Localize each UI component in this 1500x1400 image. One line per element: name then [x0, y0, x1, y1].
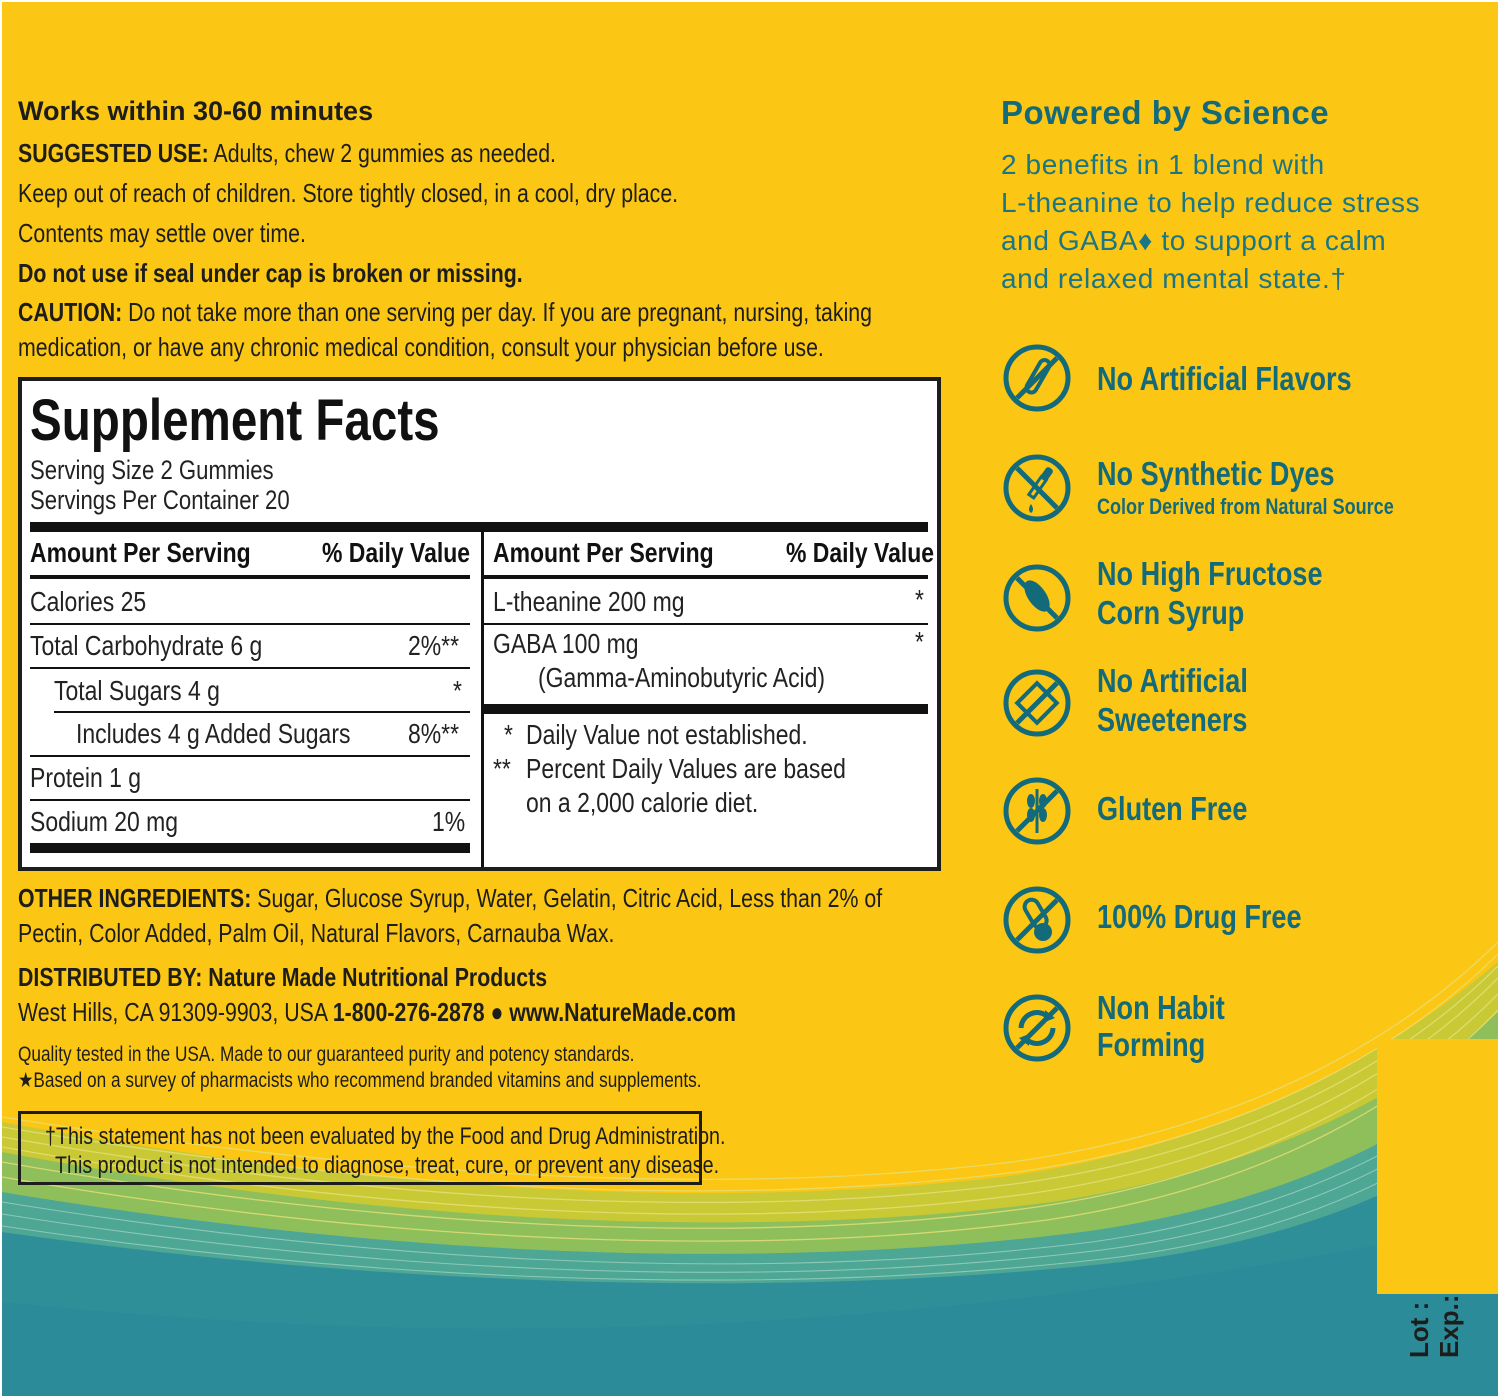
bottom-thick-rule [30, 843, 470, 853]
fda-disclaimer-box [18, 1111, 726, 1185]
quality-statement: Quality tested in the USA. Made to our guaranteed purity and potency standards. [18, 1043, 635, 1066]
other-ingredients-line-2: Pectin, Color Added, Palm Oil, Natural Flavors, Carnauba Wax. [18, 918, 615, 948]
supplement-facts-panel [18, 377, 941, 871]
column-divider [481, 532, 484, 867]
powered-by-science-title: Powered by Science [1001, 94, 1330, 131]
thick-rule [30, 522, 928, 532]
footnote-1-mark: * [504, 719, 513, 750]
distributor-name: Nature Made Nutritional Products [202, 962, 548, 992]
survey-statement: ★Based on a survey of pharmacists who recommend branded vitamins and supplements. [18, 1069, 702, 1092]
serving-size: Serving Size 2 Gummies [30, 455, 274, 485]
feature-no-synthetic-dyes: No Synthetic Dyes [1097, 455, 1335, 492]
total-carbohydrate-row: Total Carbohydrate 6 g [30, 630, 263, 661]
row-rule [30, 667, 470, 669]
wheat-icon [1001, 775, 1073, 847]
header-rule-right [484, 575, 928, 579]
feature-gluten-free: Gluten Free [1097, 790, 1248, 827]
feature-color-derived-note: Color Derived from Natural Source [1097, 494, 1394, 519]
sweetener-packet-icon [1001, 667, 1073, 739]
seal-warning-text: Do not use if seal under cap is broken or missing. [18, 258, 523, 288]
phone-number: 1-800-276-2878 [332, 997, 485, 1027]
footnote-1: Daily Value not established. [526, 719, 808, 750]
daily-value-header-left: % Daily Value [322, 537, 471, 568]
footnote-2a: Percent Daily Values are based [526, 753, 846, 784]
row-rule [54, 711, 470, 713]
feature-no-artificial-sweeteners-line-2: Sweeteners [1097, 701, 1248, 738]
row-rule [484, 623, 928, 625]
caution-line-2: medication, or have any chronic medical condition, consult your physician before use. [18, 332, 824, 362]
total-sugars-dv: * [453, 675, 462, 706]
fda-line-1: †This statement has not been evaluated by the Food and Drug Administration. [45, 1123, 726, 1150]
footnote-2-mark: ** [493, 753, 511, 784]
website-link[interactable]: www.NatureMade.com [509, 997, 736, 1027]
corn-icon [1001, 562, 1073, 634]
contents-settle-text: Contents may settle over time. [18, 218, 306, 248]
recycle-arrows-icon [1001, 992, 1073, 1064]
amount-per-serving-header-right: Amount Per Serving [493, 537, 714, 568]
gaba-dv: * [915, 626, 924, 657]
feature-non-habit-line-1: Non Habit [1097, 989, 1225, 1026]
row-rule [30, 799, 470, 801]
lot-print-area [1377, 1039, 1498, 1294]
capsule-icon [1001, 884, 1073, 956]
powered-line-4: and relaxed mental state.† [1001, 263, 1347, 294]
feature-non-habit-line-2: Forming [1097, 1026, 1206, 1063]
calories-row: Calories 25 [30, 586, 147, 617]
other-ingredients-label: OTHER INGREDIENTS: [18, 883, 252, 913]
gaba-note: (Gamma-Aminobutyric Acid) [538, 662, 826, 693]
header-rule-left [30, 575, 470, 579]
test-tube-icon [1001, 342, 1073, 414]
distributor-address: West Hills, CA 91309-9903, USA 1-800-276-2878 ● www.NatureMade.com [18, 997, 736, 1027]
suggested-use-label: SUGGESTED USE: [18, 138, 209, 168]
lot-exp-labels [1400, 1294, 1480, 1360]
sodium-row: Sodium 20 mg [30, 806, 179, 837]
feature-no-hfcs-line-2: Corn Syrup [1097, 594, 1245, 631]
feature-drug-free: 100% Drug Free [1097, 898, 1302, 935]
distributed-by [18, 962, 663, 993]
footnote-2b: on a 2,000 calorie diet. [526, 787, 759, 818]
added-sugars-dv: 8%** [408, 718, 460, 749]
exp-label: Exp.: [1434, 1294, 1464, 1358]
dropper-icon [1001, 452, 1073, 524]
l-theanine-dv: * [915, 584, 924, 615]
fda-line-2: This product is not intended to diagnose, treat, cure, or prevent any disease. [55, 1152, 720, 1179]
added-sugars-row: Includes 4 g Added Sugars [76, 718, 351, 749]
servings-per-container: Servings Per Container 20 [30, 485, 290, 515]
feature-no-artificial-sweeteners-line-1: No Artificial [1097, 662, 1248, 699]
row-rule [30, 623, 470, 625]
label-panel [2, 2, 1498, 1396]
total-carbohydrate-dv: 2%** [408, 630, 460, 661]
keep-out-text: Keep out of reach of children. Store tightly closed, in a cool, dry place. [18, 178, 679, 208]
works-within-heading: Works within 30-60 minutes [18, 96, 374, 126]
sodium-dv: 1% [432, 806, 466, 837]
l-theanine-row: L-theanine 200 mg [493, 586, 685, 617]
other-ingredients-line-1: OTHER INGREDIENTS: Sugar, Glucose Syrup, Water, Gelatin, Citric Acid, Less than 2% of [18, 883, 883, 913]
distributed-by-label: DISTRIBUTED BY: [18, 962, 203, 992]
powered-line-3: and GABA♦ to support a calm [1001, 225, 1387, 256]
right-thick-rule [484, 704, 928, 714]
protein-row: Protein 1 g [30, 762, 142, 793]
caution-line-1: CAUTION: Do not take more than one serving per day. If you are pregnant, nursing, taking [18, 297, 873, 327]
supplement-facts-title: Supplement Facts [30, 388, 440, 453]
total-sugars-row: Total Sugars 4 g [54, 675, 220, 706]
feature-no-artificial-flavors: No Artificial Flavors [1097, 360, 1352, 397]
powered-line-1: 2 benefits in 1 blend with [1001, 149, 1325, 180]
feature-no-hfcs-line-1: No High Fructose [1097, 555, 1323, 592]
caution-label: CAUTION: [18, 297, 123, 327]
suggested-use [18, 138, 674, 169]
powered-line-2: L-theanine to help reduce stress [1001, 187, 1421, 218]
row-rule [30, 755, 470, 757]
suggested-use-text: Adults, chew 2 gummies as needed. [208, 138, 556, 168]
gaba-row: GABA 100 mg [493, 628, 639, 659]
daily-value-header-right: % Daily Value [786, 537, 935, 568]
lot-label: Lot : [1404, 1301, 1434, 1358]
amount-per-serving-header-left: Amount Per Serving [30, 537, 251, 568]
